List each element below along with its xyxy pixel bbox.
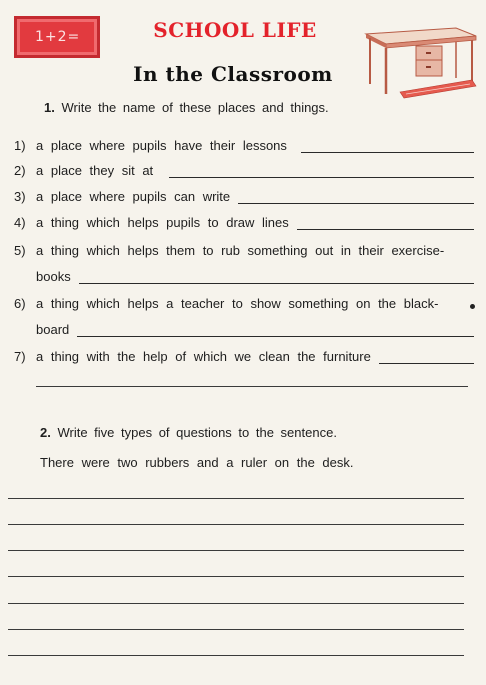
list-item [14,212,474,230]
answer-line[interactable] [8,550,464,551]
item-text-continued: board [36,322,70,337]
item-number: 1) [14,138,26,153]
item-text: a place they sit at [36,163,154,178]
task2-instruction [40,425,337,440]
answer-line[interactable] [379,351,474,364]
task2-sentence: There were two rubbers and a ruler on the desk. [40,455,354,470]
answer-line[interactable] [8,629,464,630]
list-item [14,160,474,178]
answer-line[interactable] [169,165,474,178]
answer-line[interactable] [77,324,474,337]
list-item [14,186,474,204]
item-number: 7) [14,349,26,364]
answer-line[interactable] [297,217,474,230]
item-text: a thing which helps a teacher to show something on the black- [36,296,439,311]
task1-instruction [44,100,329,115]
answer-line[interactable] [8,524,464,525]
answer-line[interactable] [79,271,474,284]
section-title: In the Classroom [133,62,333,86]
chalkboard-text: 1+2= [35,29,81,45]
task1-number: 1. [44,100,55,115]
list-item [14,240,474,284]
item-text-continued: books [36,269,71,284]
task1-text: Write the name of these places and things. [61,100,329,115]
answer-line[interactable] [8,576,464,577]
item-number: 2) [14,163,26,178]
item-number: 5) [14,243,26,258]
item-number: 3) [14,189,26,204]
answer-line[interactable] [238,191,474,204]
item-text: a thing which helps pupils to draw lines [36,215,289,230]
answer-line[interactable] [301,140,474,153]
item-number: 4) [14,215,26,230]
task2-text: Write five types of questions to the sentence. [57,425,337,440]
item-text: a place where pupils can write [36,189,231,204]
task2-number: 2. [40,425,51,440]
answer-line[interactable] [8,603,464,604]
list-item [14,346,474,364]
item-text: a place where pupils have their lessons [36,138,287,153]
list-item [14,135,474,153]
item-text: a thing with the help of which we clean the furniture [36,349,371,364]
item-text: a thing which helps them to rub something out in their exercise- [36,243,445,258]
item-number: 6) [14,296,26,311]
answer-line[interactable] [8,498,464,499]
bullet-mark [470,304,475,309]
page-title: SCHOOL LIFE [153,18,317,42]
answer-line[interactable] [8,655,464,656]
answer-line[interactable] [36,386,468,387]
list-item [14,293,474,337]
